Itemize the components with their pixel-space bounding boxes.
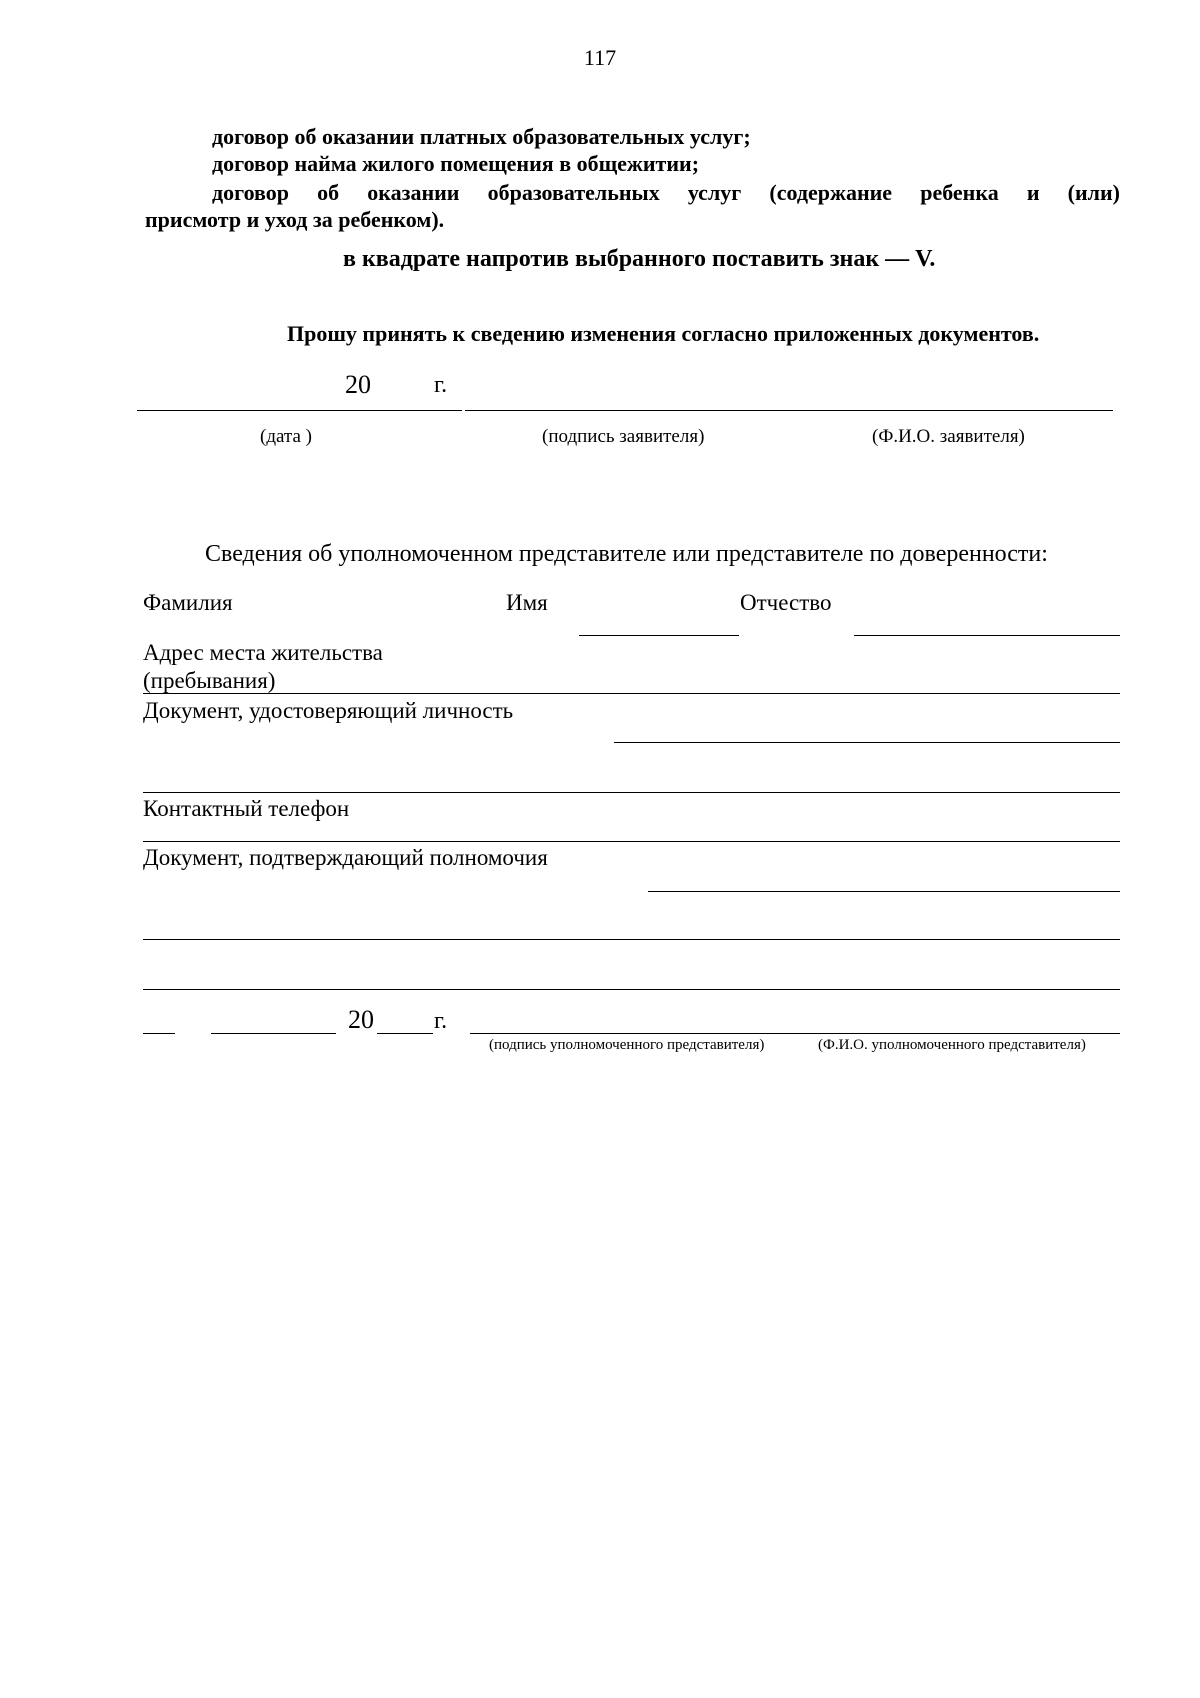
patronymic-label: Отчество <box>740 590 832 615</box>
identity-doc-field-line-2[interactable] <box>143 792 1120 793</box>
address-field-line[interactable] <box>143 693 1120 694</box>
applicant-year-prefix: 20 <box>345 370 371 399</box>
applicant-date-line[interactable] <box>137 410 462 411</box>
identity-doc-label: Документ, удостоверяющий личность <box>143 698 514 723</box>
caption-applicant-name: (Ф.И.О. заявителя) <box>872 426 1025 447</box>
rep-year-line[interactable] <box>377 1033 433 1034</box>
option-education-services-cont: присмотр и уход за ребенком). <box>145 207 445 232</box>
rep-year-prefix: 20 <box>348 1005 374 1034</box>
applicant-signature-line[interactable] <box>465 410 1113 411</box>
authority-doc-label: Документ, подтверждающий полномочия <box>143 845 548 870</box>
instruction-text: в квадрате напротив выбранного поставить знак — V. <box>343 246 936 272</box>
rep-signature-line[interactable] <box>470 1033 1120 1034</box>
phone-field-line[interactable] <box>143 841 1120 842</box>
option-education-services: договор об оказании образовательных услуг (содержание ребенка и (или) <box>212 180 1120 205</box>
caption-rep-signature: (подпись уполномоченного представителя) <box>489 1037 765 1053</box>
authority-doc-field-line[interactable] <box>648 891 1120 892</box>
rep-day-line[interactable] <box>143 1033 175 1034</box>
page-number: 117 <box>583 45 617 70</box>
authority-doc-field-line-2[interactable] <box>143 939 1120 940</box>
representative-heading: Сведения об уполномоченном представителе или представителе по доверенности: <box>205 541 1048 567</box>
request-text: Прошу принять к сведению изменения согласно приложенных документов. <box>287 321 1040 346</box>
address-label: Адрес места жительства <box>143 640 383 665</box>
address-label-cont: (пребывания) <box>143 668 276 693</box>
patronymic-field-line[interactable] <box>854 635 1120 636</box>
rep-year-suffix: г. <box>434 1008 448 1034</box>
name-field-line[interactable] <box>579 635 739 636</box>
option-dormitory-lease: договор найма жилого помещения в общежитии; <box>212 151 700 176</box>
authority-doc-field-line-3[interactable] <box>143 989 1120 990</box>
name-label: Имя <box>506 590 548 615</box>
caption-applicant-signature: (подпись заявителя) <box>542 426 705 447</box>
phone-label: Контактный телефон <box>143 796 350 821</box>
rep-month-line[interactable] <box>211 1033 336 1034</box>
applicant-year-suffix: г. <box>434 372 448 398</box>
caption-date: (дата ) <box>260 426 312 447</box>
identity-doc-field-line[interactable] <box>614 742 1120 743</box>
surname-label: Фамилия <box>143 590 233 615</box>
option-paid-services: договор об оказании платных образовательных услуг; <box>212 124 751 149</box>
caption-rep-name: (Ф.И.О. уполномоченного представителя) <box>818 1037 1086 1053</box>
